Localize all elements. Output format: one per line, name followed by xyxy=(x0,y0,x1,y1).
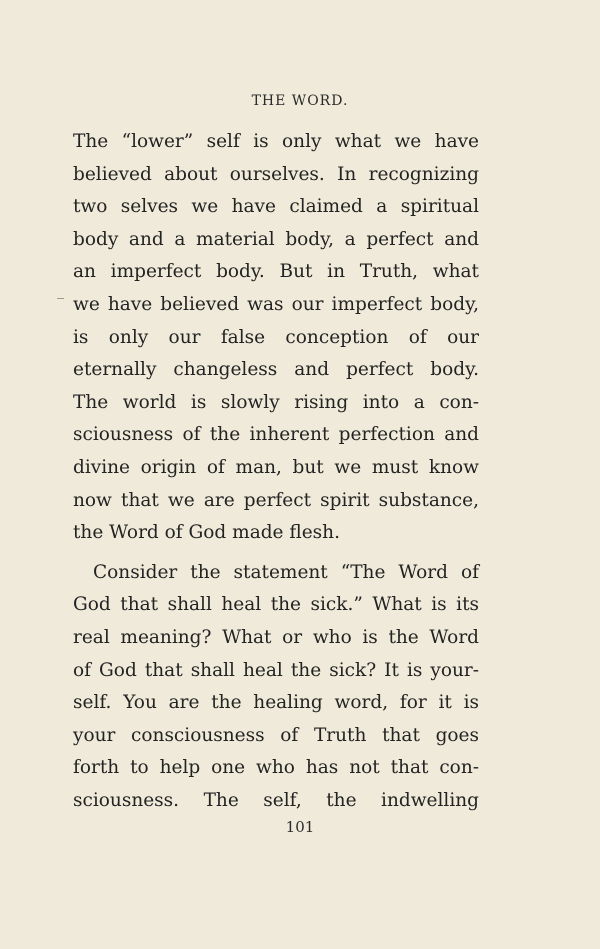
text-line: believed about ourselves. In recognizing xyxy=(73,163,479,185)
text-line: self. You are the healing word, for it is xyxy=(73,692,479,714)
text-line: God that shall heal the sick.” What is its xyxy=(73,594,479,616)
running-head: THE WORD. xyxy=(251,93,349,109)
text-line: an imperfect body. But in Truth, what xyxy=(73,261,479,283)
text-line: your consciousness of Truth that goes xyxy=(73,724,479,746)
text-line: The “lower” self is only what we have xyxy=(73,131,479,152)
text-line: the Word of God made flesh. xyxy=(73,522,340,544)
text-line: divine origin of man, but we must know xyxy=(73,456,479,478)
text-line: sciousness of the inherent perfection and xyxy=(73,424,479,446)
text-line: Consider the statement “The Word of xyxy=(93,561,479,583)
text-line: The world is slowly rising into a con- xyxy=(73,391,479,413)
text-line: forth to help one who has not that con- xyxy=(73,757,479,779)
text-line: of God that shall heal the sick? It is your- xyxy=(73,659,479,681)
text-line: two selves we have claimed a spiritual xyxy=(73,196,479,218)
margin-mark xyxy=(57,298,64,299)
text-line: sciousness. The self, the indwelling xyxy=(73,789,479,811)
text-line: body and a material body, a perfect and xyxy=(73,228,479,250)
paragraph-1 xyxy=(73,126,479,550)
paragraph-gap xyxy=(73,550,479,557)
text-line: we have believed was our imperfect body, xyxy=(73,293,479,315)
text-line: real meaning? What or who is the Word xyxy=(73,626,479,648)
text-line: is only our false conception of our xyxy=(73,326,479,348)
text-line: eternally changeless and perfect body. xyxy=(73,359,479,381)
page-number: 101 xyxy=(285,818,315,836)
body-text xyxy=(73,126,479,817)
paragraph-2 xyxy=(73,557,479,818)
text-line: now that we are perfect spirit substance, xyxy=(73,489,479,511)
